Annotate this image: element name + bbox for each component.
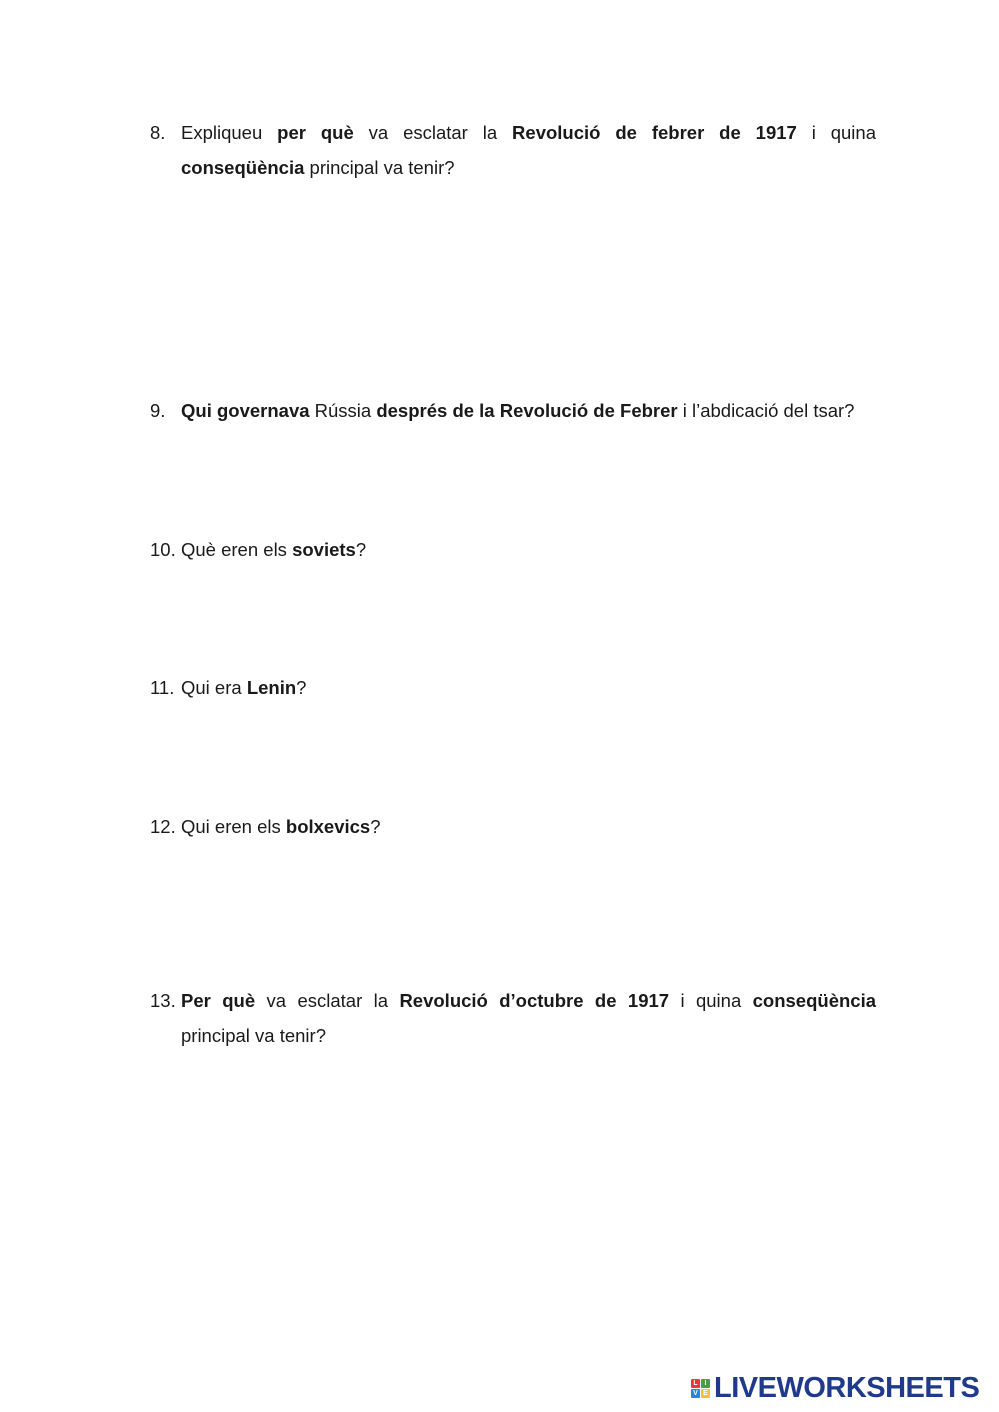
question-text-segment: Qui eren els (181, 816, 286, 837)
question-number: 10. (150, 539, 176, 560)
question-text-bold: per què (277, 122, 354, 143)
question-text-segment: principal va tenir? (304, 157, 455, 178)
question-text (181, 809, 876, 844)
question-text-segment: i quina (669, 990, 753, 1011)
question-text-bold: Lenin (246, 677, 297, 698)
question-text-segment: ? (370, 816, 381, 837)
question-text-bold: soviets (292, 539, 356, 560)
question-number: 13. (150, 990, 176, 1011)
question-text-segment: Rússia (309, 400, 377, 421)
mark-letter: L (691, 1379, 700, 1388)
question-text-bold: Revolució d’octubre de 1917 (399, 990, 670, 1011)
question-text-bold: Qui governava (181, 400, 310, 421)
liveworksheets-mark-icon (691, 1379, 710, 1398)
question-text-segment: Expliqueu (181, 122, 278, 143)
mark-letter: V (691, 1389, 700, 1398)
question-number: 9. (150, 400, 166, 421)
question-11 (150, 670, 876, 705)
question-9 (150, 393, 876, 428)
mark-letter: I (701, 1379, 710, 1388)
question-text-bold: conseqüència (752, 990, 877, 1011)
question-text-bold: després de la Revolució de Febrer (376, 400, 678, 421)
question-text-segment: va esclatar la (255, 990, 400, 1011)
question-text (181, 983, 876, 1053)
question-text (181, 115, 876, 185)
question-text-bold: conseqüència (181, 157, 305, 178)
question-number: 8. (150, 122, 166, 143)
question-text-segment: Què eren els (181, 539, 293, 560)
question-text-segment: i l’abdicació del tsar? (677, 400, 855, 421)
question-text-bold: Per què (181, 990, 256, 1011)
question-text-segment: Qui era (181, 677, 247, 698)
question-text (181, 393, 876, 428)
mark-letter: E (701, 1389, 710, 1398)
question-number: 11. (150, 677, 175, 698)
question-text-bold: bolxevics (285, 816, 371, 837)
question-text (181, 532, 876, 567)
question-number: 12. (150, 816, 176, 837)
liveworksheets-logo (691, 1372, 979, 1404)
question-12 (150, 809, 876, 844)
question-text-segment: principal va tenir? (181, 1025, 326, 1046)
question-text-segment: ? (355, 539, 367, 560)
question-text-segment: i quina (796, 122, 876, 143)
question-10 (150, 532, 876, 567)
logo-text: LIVEWORKSHEETS (714, 1371, 980, 1404)
question-8 (150, 115, 876, 185)
question-text-segment: va esclatar la (353, 122, 513, 143)
question-text-bold: Revolució de febrer de 1917 (512, 122, 797, 143)
question-13 (150, 983, 876, 1053)
question-text (181, 670, 876, 705)
question-text-segment: ? (296, 677, 307, 698)
